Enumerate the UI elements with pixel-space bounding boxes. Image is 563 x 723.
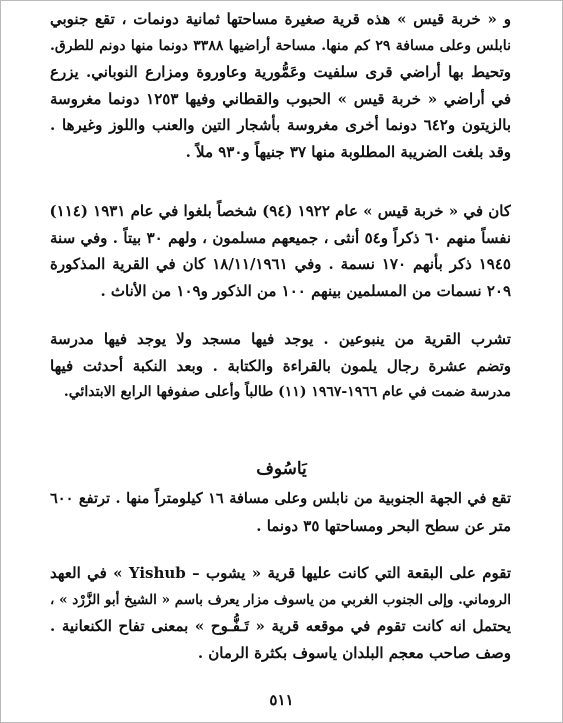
text-line: ١٩٤٥ ذكر بأنهم ١٧٠ نسمة . وفي ١٨/١١/١٩٦١ كان في القرية المذكورة: [50, 255, 511, 274]
text-line: تقع في الجهة الجنوبية من نابلس وعلى مسافة ١٦ كيلومتراً منها . ترتفع ٦٠٠: [50, 490, 511, 507]
text-line: كان في « خربة قيس » عام ١٩٢٢ (٩٤) شخصاً بلغوا في عام ١٩٣١ (١١٤): [50, 202, 511, 220]
text-line: وقد بلغت الضريبة المطلوبة منها ٣٧ جنيهاً و٩٣٠ ملاً .: [185, 142, 511, 161]
text-line: يحتمل انه كانت تقوم في موقعه قرية « تَـفُّـوح » بمعنى تفاح الكنعانية .: [50, 617, 511, 636]
text-line: نفساً منهم ٦٠ ذكراً و٥٤ أنثى ، جميعهم مسلمون ، ولهم ٣٠ بيتاً . وفي سنة: [50, 228, 511, 247]
page-number: ٥١١: [269, 691, 294, 709]
paragraph-khirbet-qais-land: [50, 6, 511, 166]
paragraph-khirbet-qais-services: [50, 326, 511, 406]
text-line: مدرسة ضمت في عام ١٩٦٦-١٩٦٧ (١١) طالباً وأعلى صفوفها الرابع الابتدائي.: [63, 384, 511, 401]
text-line: متر عن سطح البحر ومساحتها ٣٥ دونما .: [256, 516, 511, 535]
text-line: وتضم عشرة رجال يلمون بالقراءة والكتابة . وبعد النكبة أحدثت فيها: [50, 356, 511, 375]
text-line: وتحيط بها أراضي قرى سلفيت وعَمُّورية وعاوروة ومزارع النوباني. يزرع: [50, 63, 511, 82]
paragraph-khirbet-qais-population: [50, 198, 511, 304]
paragraph-yasuf-location: [50, 486, 511, 539]
text-line: نابلس وعلى مسافة ٢٩ كم منها. مساحة أراضيها ٣٣٨٨ دونما منها دونم للطرق.: [50, 37, 511, 54]
text-line: بالزيتون و٦٤٢ دونما أخرى مغروسة بأشجار التين والعنب واللوز وغيرها .: [50, 116, 511, 135]
section-heading-yasuf: يَاسُوف: [256, 459, 307, 479]
text-line: و « خربة قيس » هذه قرية صغيرة مساحتها ثمانية دونمات ، تقع جنوبي: [50, 10, 511, 28]
text-line: ٢٠٩ نسمات من المسلمين بينهم ١٠٠ من الذكور و١٠٩ من الأناث .: [100, 281, 511, 300]
text-line: الروماني. وإلى الجنوب الغربي من ياسوف مزار يعرف باسم « الشيخ أبو الزَّرْد » ،: [50, 591, 511, 608]
text-line: تقوم على البقعة التي كانت عليها قرية « يشوب – Yishub » في العهد: [50, 564, 511, 582]
text-line: تشرب القرية من ينبوعين . يوجد فيها مسجد ولا يوجد فيها مدرسة: [50, 330, 511, 348]
paragraph-yasuf-history: [50, 560, 511, 666]
text-line: في أراضي « خربة قيس » الحبوب والقطاني وفيها ١٢٥٣ دونما مغروسة: [50, 89, 511, 108]
text-line: وصف صاحب معجم البلدان ياسوف بكثرة الرمان .: [197, 643, 511, 662]
